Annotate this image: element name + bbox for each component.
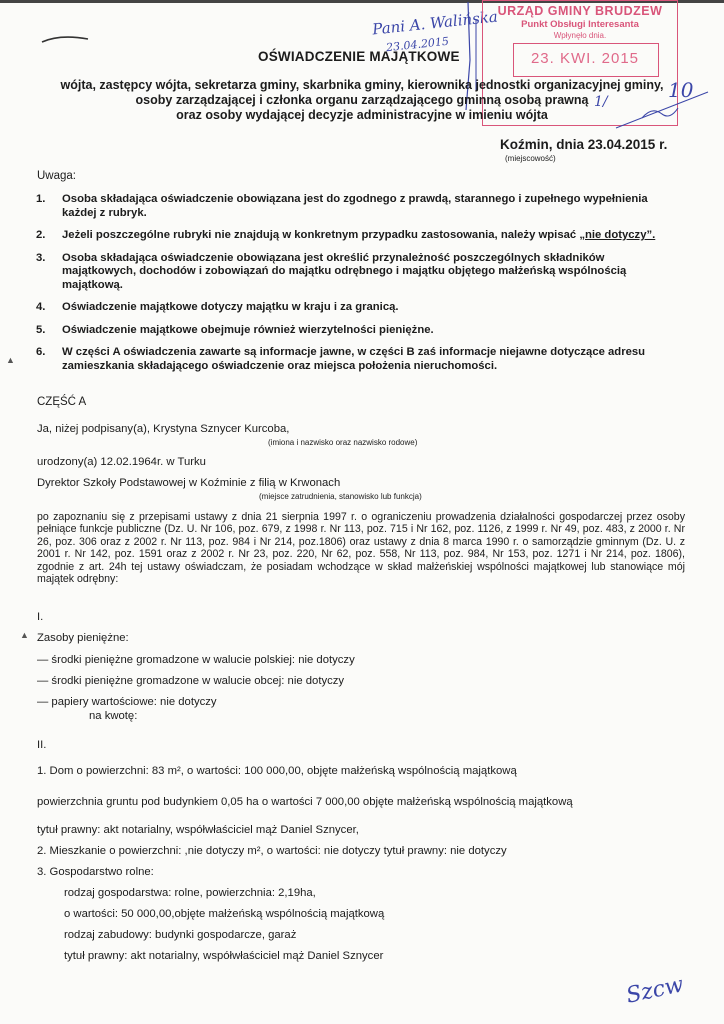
farm-buildings-line: rodzaj zabudowy: budynki gospodarcze, garaż — [64, 929, 297, 941]
stamp-received: Wpłynęło dnia. — [553, 31, 607, 40]
note-text: Osoba składająca oświadczenie obowiązana jest określić przynależność poszczególnych składników majątkowych, dochodów i zobowiązań do majątku odrębnego i majątku objętego małżeńską wspólnością majątkową. — [62, 251, 627, 291]
note-item — [36, 229, 680, 243]
handwritten-date: 23.04.2015 — [385, 34, 450, 55]
signature: Szcw — [624, 972, 686, 1009]
place-caption: (miejscowość) — [505, 154, 556, 163]
note-text: Jeżeli poszczególne rubryki nie znajdują w konkretnym przypadku zastosowania, należy wpisać — [62, 229, 577, 241]
declarant-caption: (imiona i nazwisko oraz nazwisko rodowe) — [268, 438, 418, 447]
section-1-numeral: I. — [37, 611, 44, 623]
declarant-line: Ja, niżej podpisany(a), Krystyna Sznycer Kurcoba, — [37, 423, 290, 435]
place-and-date: Koźmin, dnia 23.04.2015 r. — [500, 137, 668, 152]
intro-line-2: osoby zarządzającej i członka organu zarządzającego gminną osobą prawną — [135, 93, 589, 107]
note-number: 3. — [36, 251, 46, 264]
note-number: 5. — [36, 323, 46, 336]
intro-line-1: wójta, zastępcy wójta, sekretarza gminy, skarbnika gminy, kierownika jednostki organizacyjnej gminy, — [60, 78, 664, 92]
farm-type-line: rodzaj gospodarstwa: rolne, powierzchnia: 2,19ha, — [64, 887, 316, 899]
margin-arrow-icon: ▲ — [6, 355, 15, 365]
scan-mark-icon — [40, 32, 92, 46]
note-item — [36, 324, 680, 338]
note-text: W części A oświadczenia zawarte są informacje jawne, w części B zaś informacje niejawne dotyczące adresu zamieszkania składającego oświadczenie oraz miejsca położenia nieruchomości. — [62, 346, 646, 372]
note-text: Osoba składająca oświadczenie obowiązana jest do zgodnego z prawdą, starannego i zupełnego wypełnienia każdej z rubryk. — [62, 193, 648, 219]
cash-pln-line: — środki pieniężne gromadzone w walucie polskiej: nie dotyczy — [37, 654, 355, 666]
note-item — [36, 193, 680, 220]
flat-line: 2. Mieszkanie o powierzchni: ,nie dotyczy m², o wartości: nie dotyczy tytuł prawny: nie dotyczy — [37, 845, 507, 857]
page-title: OŚWIADCZENIE MAJĄTKOWE — [258, 49, 460, 64]
note-item — [36, 346, 680, 373]
note-number: 4. — [36, 301, 46, 313]
note-underlined: „nie dotyczy”. — [579, 229, 656, 241]
intro-text — [0, 78, 724, 123]
handwritten-number: 10 — [668, 78, 694, 102]
margin-arrow-icon: ▲ — [20, 630, 29, 640]
stamp-date: 23. KWI. 2015 — [530, 50, 640, 67]
note-item — [36, 252, 680, 293]
note-text: Oświadczenie majątkowe dotyczy majątku w kraju i za granicą. — [62, 301, 399, 313]
stamp-service: Punkt Obsługi Interesanta — [521, 19, 639, 30]
farm-line: 3. Gospodarstwo rolne: — [37, 866, 154, 878]
note-number: 1. — [36, 193, 46, 205]
house-line: 1. Dom o powierzchni: 83 m², o wartości: 100 000,00, objęte małżeńską wspólnością majątkową — [37, 765, 517, 777]
note-number: 6. — [36, 346, 46, 358]
land-line: powierzchnia gruntu pod budynkiem 0,05 ha o wartości 7 000,00 objęte małżeńską wspólnością majątkową — [37, 796, 573, 808]
securities-line: — papiery wartościowe: nie dotyczy — [37, 696, 217, 708]
statement-paragraph: po zapoznaniu się z przepisami ustawy z dnia 21 sierpnia 1997 r. o ograniczeniu prowadzenia działalności gospodarczej przez osoby pełniące funkcje publiczne (Dz. U. Nr 106, poz. 679, z 1998 r. Nr 113, poz. 715 i Nr 162, poz. 1126, z 1999 r. Nr 49, poz. 483, z 2000 r. Nr 26, poz. 306 oraz z 2002 r. Nr 113, poz. 984 i Nr 214, poz.1806) oraz ustawy z dnia 8 marca 1990 r. o samorządzie gminnym (Dz. U. z 2001 r. Nr 142, poz. 1591 oraz z 2002 r. Nr 23, poz. 220, Nr 62, poz. 558, Nr 113, poz. 984, Nr 153, poz. 1271 i Nr 214, poz. 1806), zgodnie z art. 24h tej ustawy oświadczam, że posiadam wchodzące w skład małżeńskiej wspólności majątkowej lub stanowiące mój majątek odrębny: — [37, 511, 685, 586]
intro-line-3: oraz osoby wydającej decyzje administracyjne w imieniu wójta — [176, 108, 548, 122]
position-line: Dyrektor Szkoły Podstawowej w Koźminie z filią w Krwonach — [37, 477, 341, 489]
securities-amount: na kwotę: — [89, 710, 138, 722]
section-1-heading: Zasoby pieniężne: — [37, 632, 129, 644]
section-2-numeral: II. — [37, 739, 47, 751]
part-a-heading: CZĘŚĆ A — [37, 396, 87, 408]
notes-list — [36, 193, 680, 382]
note-item — [36, 301, 680, 315]
position-caption: (miejsce zatrudnienia, stanowisko lub funkcja) — [259, 492, 422, 501]
cash-foreign-line: — środki pieniężne gromadzone w walucie obcej: nie dotyczy — [37, 675, 345, 687]
farm-value-line: o wartości: 50 000,00,objęte małżeńską wspólnością majątkową — [64, 908, 385, 920]
notes-heading: Uwaga: — [37, 170, 76, 182]
note-text: Oświadczenie majątkowe obejmuje również wierzytelności pieniężne. — [62, 323, 434, 336]
handwritten-note: Pani A. Walińska — [371, 7, 499, 39]
note-number: 2. — [36, 229, 46, 241]
house-title-line: tytuł prawny: akt notarialny, współwłaściciel mąż Daniel Sznycer, — [37, 824, 359, 836]
birth-line: urodzony(a) 12.02.1964r. w Turku — [37, 456, 206, 468]
stamp-office: URZĄD GMINY BRUDZEW — [497, 4, 663, 18]
farm-title-line: tytuł prawny: akt notarialny, współwłaściciel mąż Daniel Sznycer — [64, 950, 384, 962]
handwritten-stamp-mark: 1/ — [594, 94, 608, 110]
